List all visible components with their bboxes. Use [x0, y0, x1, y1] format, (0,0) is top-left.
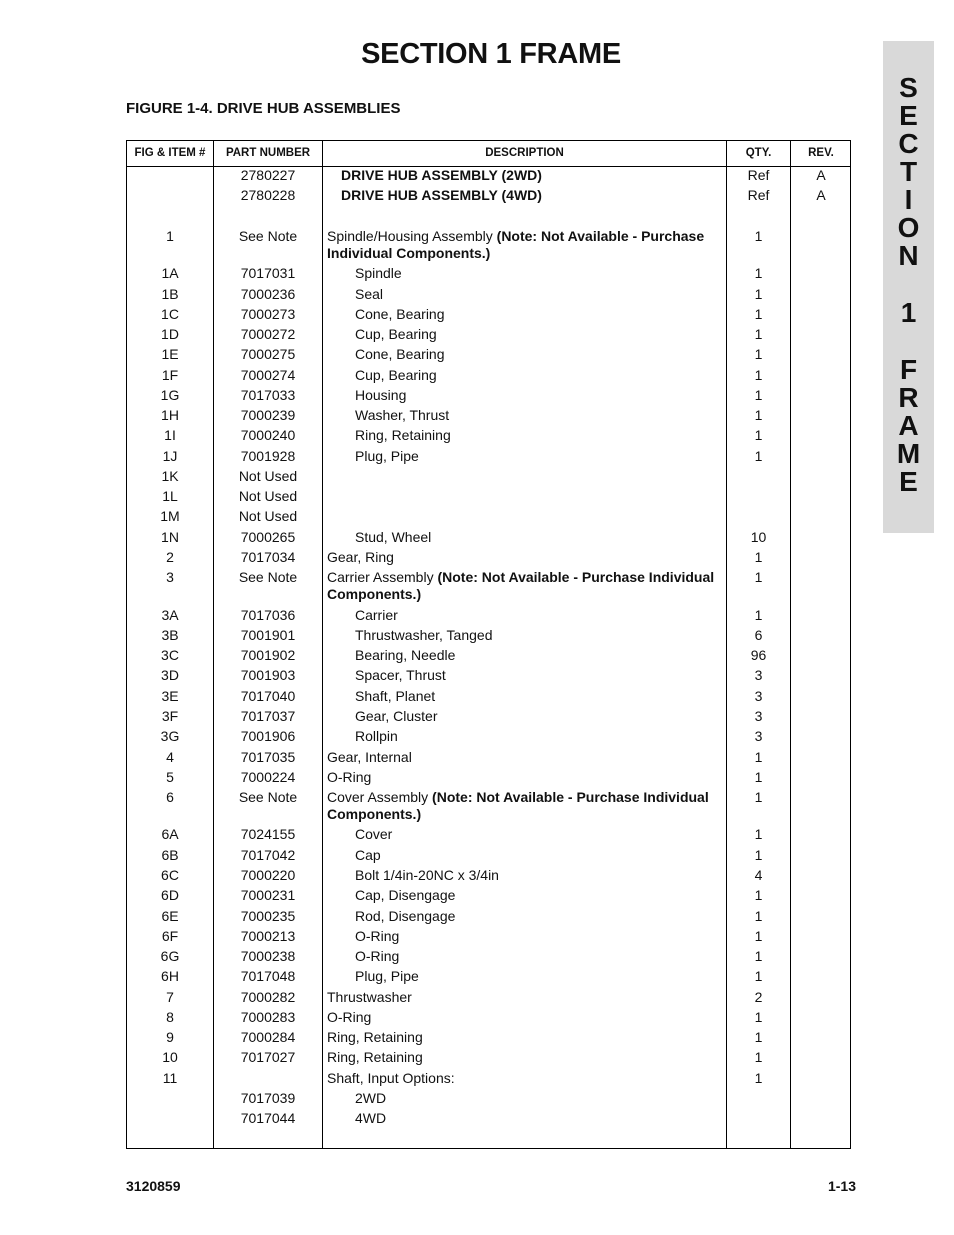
part-number-cell: 7017039 [240, 1090, 296, 1106]
part-number-cell: See Note [238, 569, 298, 585]
fig-item-cell: 1J [162, 448, 178, 464]
description-cell [355, 1090, 725, 1107]
qty-cell: 1 [754, 1009, 763, 1025]
fig-item-cell: 3D [161, 667, 179, 683]
side-tab-letter: E [899, 100, 918, 131]
qty-cell: 1 [754, 607, 763, 623]
description-text: Cap, Disengage [355, 887, 456, 903]
side-tab-letter: S [899, 72, 918, 103]
part-number-cell: 7017048 [240, 968, 296, 984]
qty-cell: 4 [754, 867, 763, 883]
fig-item-cell: 9 [166, 1029, 174, 1045]
part-number-cell: 7000283 [240, 1009, 296, 1025]
description-cell [327, 989, 722, 1006]
description-text: Bearing, Needle [355, 647, 456, 663]
fig-item-cell: 7 [166, 989, 174, 1005]
fig-item-cell: 1K [161, 468, 179, 484]
part-number-cell: 7017027 [240, 1049, 296, 1065]
part-number-cell: 7000282 [240, 989, 296, 1005]
qty-cell: 1 [754, 887, 763, 903]
rev-cell: A [816, 187, 826, 203]
fig-item-cell: 1C [161, 306, 179, 322]
fig-item-cell: 11 [162, 1070, 178, 1086]
fig-item-cell: 1D [161, 326, 179, 342]
description-text: Gear, Internal [327, 749, 412, 765]
fig-item-cell: 1L [162, 488, 178, 504]
side-tab-letter: R [898, 382, 919, 413]
description-cell [355, 908, 725, 925]
side-tab-letter: A [898, 410, 919, 441]
description-cell [355, 607, 725, 624]
qty-cell: 1 [754, 448, 763, 464]
fig-item-cell: 3 [166, 569, 174, 585]
part-number-cell: Not Used [238, 488, 298, 504]
fig-item-cell: 3G [160, 728, 180, 744]
description-cell [355, 867, 725, 884]
parts-table [126, 140, 851, 1149]
part-number-cell: 7017034 [240, 549, 296, 565]
fig-item-cell: 1M [160, 508, 180, 524]
part-number-cell: 7000220 [240, 867, 296, 883]
part-number-cell: 7000236 [240, 286, 296, 302]
column-header-description: DESCRIPTION [485, 147, 564, 159]
description-cell [355, 387, 725, 404]
description-cell [355, 367, 725, 384]
fig-item-cell: 1F [161, 367, 179, 383]
qty-cell: 96 [750, 647, 767, 663]
side-tab-letter: C [898, 128, 919, 159]
side-tab-letter: T [899, 156, 918, 187]
fig-item-cell: 1I [164, 427, 176, 443]
description-text: Gear, Cluster [355, 708, 438, 724]
fig-item-cell: 6G [160, 948, 180, 964]
rev-cell: A [816, 167, 826, 183]
side-tab-letter: M [896, 438, 921, 469]
qty-cell: 1 [754, 968, 763, 984]
description-text: O-Ring [327, 769, 372, 785]
description-text: Spacer, Thrust [355, 667, 446, 683]
part-number-cell: 7017035 [240, 749, 296, 765]
fig-item-cell: 8 [166, 1009, 174, 1025]
description-text: Rod, Disengage [355, 908, 456, 924]
fig-item-cell: 6C [161, 867, 179, 883]
description-cell [327, 1029, 722, 1046]
page-title: SECTION 1 FRAME [361, 38, 621, 70]
qty-cell: 1 [754, 1070, 763, 1086]
description-cell [355, 688, 725, 705]
qty-cell: 1 [754, 908, 763, 924]
description-text: Cap [355, 847, 381, 863]
column-header-part-number: PART NUMBER [225, 147, 311, 159]
description-text: Cup, Bearing [355, 367, 437, 383]
fig-item-cell: 1N [161, 529, 179, 545]
qty-cell: 1 [754, 826, 763, 842]
part-number-cell: 7017040 [240, 688, 296, 704]
section-side-tab [883, 41, 934, 533]
qty-cell: 1 [754, 286, 763, 302]
qty-cell: 1 [754, 928, 763, 944]
fig-item-cell: 6B [161, 847, 179, 863]
description-text: Plug, Pipe [355, 968, 419, 984]
side-tab-letter: E [899, 466, 918, 497]
description-cell [341, 187, 723, 204]
description-cell [355, 968, 725, 985]
side-tab-letter: I [904, 184, 913, 215]
fig-item-cell: 6F [161, 928, 179, 944]
description-text: DRIVE HUB ASSEMBLY (4WD) [341, 187, 542, 203]
qty-cell: 1 [754, 1029, 763, 1045]
fig-item-cell: 1H [161, 407, 179, 423]
description-cell [341, 167, 723, 184]
description-cell [355, 427, 725, 444]
part-number-cell: 7000265 [240, 529, 296, 545]
qty-cell: Ref [747, 167, 770, 183]
fig-item-cell: 5 [166, 769, 174, 785]
column-header-fig-item: FIG & ITEM # [134, 147, 206, 159]
part-number-cell: 7017037 [240, 708, 296, 724]
description-text: Ring, Retaining [327, 1029, 423, 1045]
description-text: Shaft, Planet [355, 688, 436, 704]
fig-item-cell: 1E [161, 346, 179, 362]
description-cell [355, 1110, 725, 1127]
part-number-cell: 7001901 [240, 627, 296, 643]
part-number-cell: 7017036 [240, 607, 296, 623]
part-number-cell: 7000231 [240, 887, 296, 903]
description-text: Spindle [355, 265, 402, 281]
part-number-cell: 2780227 [240, 167, 296, 183]
fig-item-cell: 6 [166, 789, 174, 805]
description-text: Cover [355, 826, 393, 842]
part-number-cell: 7000240 [240, 427, 296, 443]
fig-item-cell: 6H [161, 968, 179, 984]
part-number-cell: 7024155 [240, 826, 296, 842]
fig-item-cell: 1A [161, 265, 179, 281]
fig-item-cell: 1G [160, 387, 180, 403]
part-number-cell: 7000274 [240, 367, 296, 383]
description-cell [355, 286, 725, 303]
fig-item-cell: 6D [161, 887, 179, 903]
description-cell [327, 569, 722, 603]
qty-cell: Ref [747, 187, 770, 203]
figure-title: FIGURE 1-4. DRIVE HUB ASSEMBLIES [126, 100, 401, 117]
description-cell [355, 667, 725, 684]
description-text: Shaft, Input Options: [327, 1070, 455, 1086]
qty-cell: 1 [754, 265, 763, 281]
description-text: 2WD [355, 1090, 387, 1106]
description-cell [355, 529, 725, 546]
qty-cell: 3 [754, 667, 763, 683]
description-text: Carrier Assembly [327, 569, 438, 585]
description-text: Housing [355, 387, 407, 403]
qty-cell: 1 [754, 306, 763, 322]
side-tab-letter: N [898, 240, 919, 271]
part-number-cell: Not Used [238, 468, 298, 484]
qty-cell: 1 [754, 549, 763, 565]
part-number-cell: 7017031 [240, 265, 296, 281]
description-cell [327, 228, 722, 262]
description-text: O-Ring [355, 928, 400, 944]
description-cell [327, 749, 722, 766]
fig-item-cell: 10 [162, 1049, 178, 1065]
qty-cell: 1 [754, 228, 763, 244]
qty-cell: 1 [754, 948, 763, 964]
side-tab-letter: O [897, 212, 920, 243]
description-text: Ring, Retaining [327, 1049, 423, 1065]
description-note: (Note: Not Available - Purchase Individual Components.) [327, 228, 705, 261]
qty-cell: 1 [754, 847, 763, 863]
part-number-cell: 7000273 [240, 306, 296, 322]
part-number-cell: 7001928 [240, 448, 296, 464]
description-text: Gear, Ring [327, 549, 394, 565]
qty-cell: 1 [754, 387, 763, 403]
description-cell [355, 847, 725, 864]
fig-item-cell: 1 [166, 228, 174, 244]
fig-item-cell: 6E [161, 908, 179, 924]
description-text: Bolt 1/4in-20NC x 3/4in [355, 867, 499, 883]
part-number-cell: 2780228 [240, 187, 296, 203]
description-text: O-Ring [355, 948, 400, 964]
qty-cell: 1 [754, 427, 763, 443]
description-cell [355, 448, 725, 465]
description-cell [327, 549, 722, 566]
qty-cell: 10 [750, 529, 767, 545]
description-cell [355, 728, 725, 745]
description-cell [355, 928, 725, 945]
description-cell [355, 887, 725, 904]
side-tab-letter: 1 [900, 297, 917, 328]
description-text: Spindle/Housing Assembly [327, 228, 497, 244]
description-cell [355, 326, 725, 343]
part-number-cell: 7000238 [240, 948, 296, 964]
description-text: Cup, Bearing [355, 326, 437, 342]
part-number-cell: 7000235 [240, 908, 296, 924]
side-tab-letter: F [899, 354, 918, 385]
description-text: Stud, Wheel [355, 529, 432, 545]
description-cell [355, 948, 725, 965]
description-cell [327, 1009, 722, 1026]
description-text: 4WD [355, 1110, 387, 1126]
qty-cell: 3 [754, 708, 763, 724]
part-number-cell: 7000284 [240, 1029, 296, 1045]
qty-cell: 1 [754, 346, 763, 362]
description-note: (Note: Not Available - Purchase Individual Components.) [327, 569, 715, 602]
part-number-cell: 7001906 [240, 728, 296, 744]
qty-cell: 2 [754, 989, 763, 1005]
description-cell [355, 265, 725, 282]
part-number-cell: 7000239 [240, 407, 296, 423]
description-cell [327, 1049, 722, 1066]
description-cell [355, 647, 725, 664]
column-header-qty: QTY. [745, 147, 772, 159]
qty-cell: 1 [754, 569, 763, 585]
fig-item-cell: 4 [166, 749, 174, 765]
fig-item-cell: 3B [161, 627, 179, 643]
qty-cell: 1 [754, 367, 763, 383]
description-text: Cone, Bearing [355, 306, 445, 322]
description-cell [327, 1070, 722, 1087]
qty-cell: 1 [754, 326, 763, 342]
part-number-cell: 7000213 [240, 928, 296, 944]
part-number-cell: Not Used [238, 508, 298, 524]
fig-item-cell: 2 [166, 549, 174, 565]
part-number-cell: 7017044 [240, 1110, 296, 1126]
fig-item-cell: 3C [161, 647, 179, 663]
part-number-cell: 7001902 [240, 647, 296, 663]
description-text: Rollpin [355, 728, 398, 744]
description-text: Washer, Thrust [355, 407, 450, 423]
part-number-cell: 7000275 [240, 346, 296, 362]
description-note: (Note: Not Available - Purchase Individual Components.) [327, 789, 709, 822]
part-number-cell: 7000272 [240, 326, 296, 342]
qty-cell: 6 [754, 627, 763, 643]
description-text: Cone, Bearing [355, 346, 445, 362]
fig-item-cell: 3A [161, 607, 179, 623]
description-cell [355, 306, 725, 323]
description-cell [355, 708, 725, 725]
description-text: Plug, Pipe [355, 448, 419, 464]
fig-item-cell: 3F [161, 708, 179, 724]
description-text: Thrustwasher [327, 989, 412, 1005]
qty-cell: 1 [754, 769, 763, 785]
description-text: DRIVE HUB ASSEMBLY (2WD) [341, 167, 542, 183]
part-number-cell: 7000224 [240, 769, 296, 785]
fig-item-cell: 1B [161, 286, 179, 302]
part-number-cell: 7017042 [240, 847, 296, 863]
qty-cell: 3 [754, 688, 763, 704]
page-number: 1-13 [827, 1178, 856, 1194]
description-text: Cover Assembly [327, 789, 433, 805]
description-cell [355, 346, 725, 363]
description-cell [355, 627, 725, 644]
description-text: Seal [355, 286, 384, 302]
description-cell [327, 769, 722, 786]
column-header-rev: REV. [808, 147, 834, 159]
part-number-cell: See Note [238, 789, 298, 805]
description-text: Ring, Retaining [355, 427, 451, 443]
qty-cell: 1 [754, 789, 763, 805]
description-text: O-Ring [327, 1009, 372, 1025]
description-cell [327, 789, 722, 823]
description-text: Thrustwasher, Tanged [355, 627, 493, 643]
part-number-cell: 7001903 [240, 667, 296, 683]
part-number-cell: See Note [238, 228, 298, 244]
fig-item-cell: 3E [161, 688, 179, 704]
qty-cell: 3 [754, 728, 763, 744]
qty-cell: 1 [754, 1049, 763, 1065]
description-cell [355, 826, 725, 843]
qty-cell: 1 [754, 749, 763, 765]
description-cell [355, 407, 725, 424]
fig-item-cell: 6A [161, 826, 179, 842]
description-text: Carrier [355, 607, 398, 623]
qty-cell: 1 [754, 407, 763, 423]
part-number-cell: 7017033 [240, 387, 296, 403]
document-number: 3120859 [126, 1178, 181, 1194]
